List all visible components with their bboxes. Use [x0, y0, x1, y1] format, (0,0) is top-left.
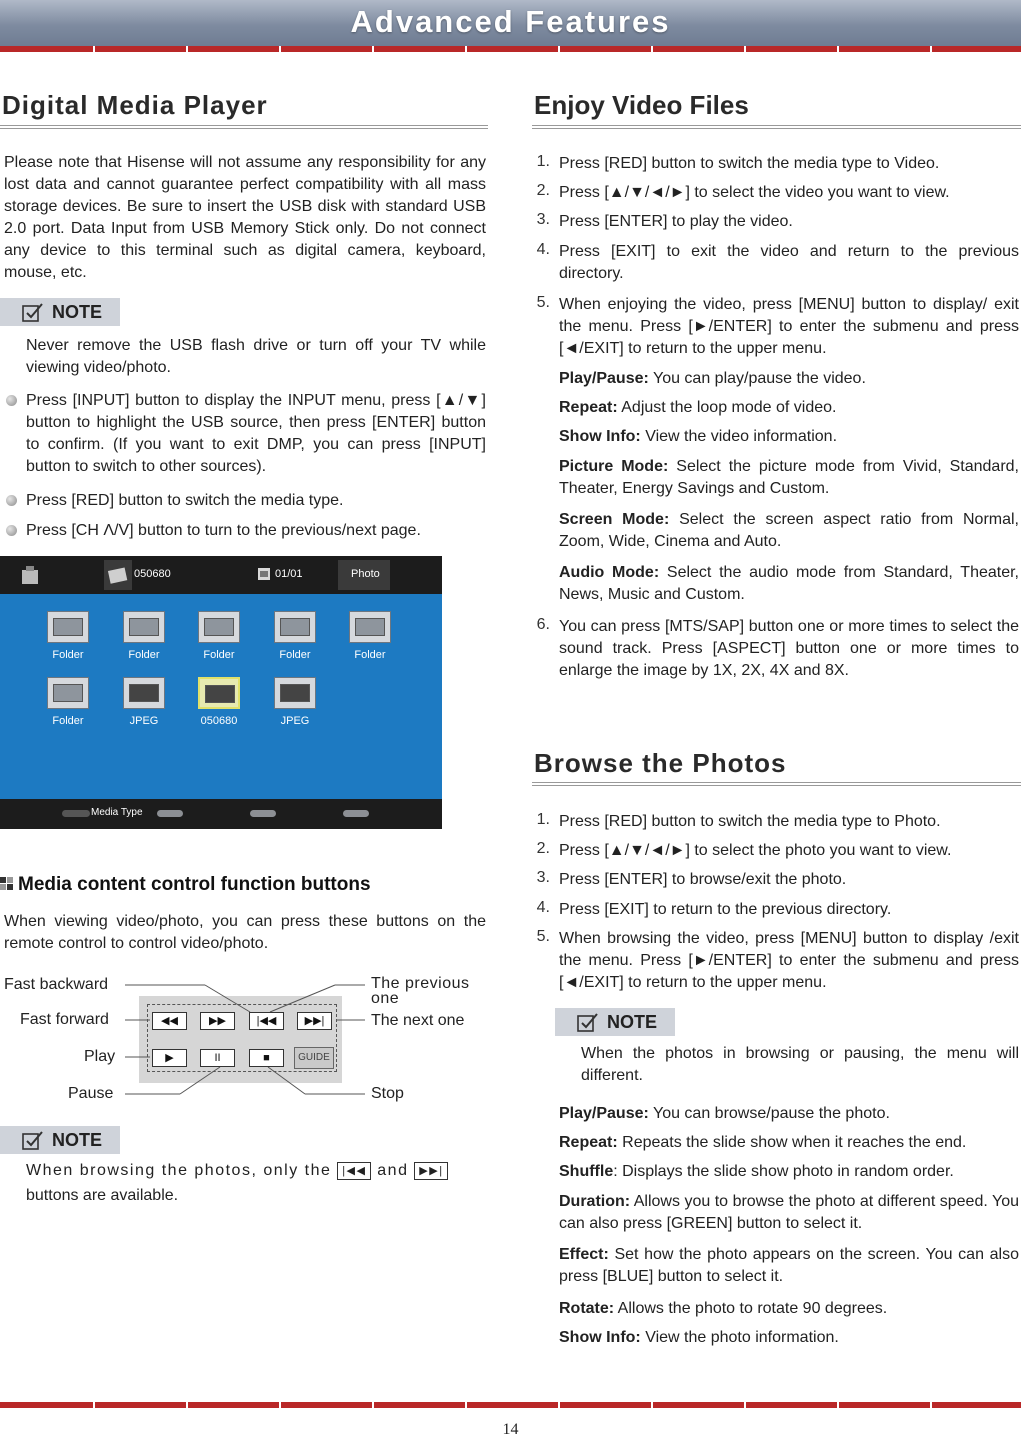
- list-number: 4.: [536, 899, 550, 916]
- photo-option: Rotate: Allows the photo to rotate 90 degrees.: [559, 1300, 888, 1317]
- list-number: 5.: [536, 294, 550, 311]
- video-step: Press [▲/▼/◄/►] to select the video you want to view.: [559, 184, 950, 201]
- list-number: 5.: [536, 928, 550, 945]
- thumb-label: Folder: [128, 649, 160, 661]
- video-step: You can press [MTS/SAP] button one or more times to select the sound track. Press [ASPECT] button one or more times to enlarge the image by 1X, 2X, 4X and 8X.: [559, 618, 1019, 679]
- page-number: 14: [502, 1421, 519, 1438]
- play-button[interactable]: ▶: [152, 1049, 187, 1067]
- video-option: Screen Mode: Select the screen aspect ratio from Normal, Zoom, Wide, Cinema and Auto.: [559, 511, 1020, 550]
- note-label: NOTE: [52, 1130, 103, 1150]
- note1-text: Never remove the USB flash drive or turn off your TV while viewing video/photo.: [26, 337, 486, 376]
- thumb-label: Folder: [203, 649, 235, 661]
- photo-step: Press [RED] button to switch the media type to Photo.: [559, 813, 941, 830]
- video-heading-rule: [532, 125, 1021, 129]
- folder-thumb[interactable]: [198, 611, 240, 643]
- green-key-pill: [157, 810, 183, 817]
- folder-thumb[interactable]: [47, 677, 89, 709]
- photo-step: Press [ENTER] to browse/exit the photo.: [559, 871, 847, 888]
- video-heading: Enjoy Video Files: [534, 90, 749, 120]
- folder-thumb[interactable]: [349, 611, 391, 643]
- page-icon: [257, 567, 271, 581]
- list-number: 1.: [536, 811, 550, 828]
- photo-option: Show Info: View the photo information.: [559, 1329, 839, 1346]
- guide-button[interactable]: GUIDE: [294, 1047, 334, 1069]
- photo-option: Shuffle: Displays the slide show photo in random order.: [559, 1163, 954, 1180]
- usb-icon: [20, 564, 44, 586]
- label-fast-forward: Fast forward: [20, 1011, 109, 1028]
- video-option: Picture Mode: Select the picture mode from Vivid, Standard, Theater, Energy Savings and Custom.: [559, 458, 1020, 497]
- photo-option: Repeat: Repeats the slide show when it reaches the end.: [559, 1134, 967, 1151]
- bullet-item: Press [INPUT] button to display the INPUT menu, press [▲/▼] button to highlight the USB source, then press [ENTER] button to confirm. (If you want to exit DMP, you can press [INPUT] button to switch to other sources).: [26, 392, 486, 475]
- thumb-label: JPEG: [129, 715, 159, 727]
- blue-key-pill: [343, 810, 369, 817]
- thumb-label: Folder: [52, 649, 84, 661]
- note-badge-1: [0, 298, 120, 326]
- photo-step: Press [▲/▼/◄/►] to select the photo you want to view.: [559, 842, 952, 859]
- mccf-text: When viewing video/photo, you can press these buttons on the remote control to control video/photo.: [4, 913, 486, 952]
- page-title: Advanced Features: [350, 4, 671, 39]
- video-step: Press [EXIT] to exit the video and return to the previous directory.: [559, 243, 1019, 282]
- label-previous: The previous one: [371, 975, 470, 1007]
- label-next: The next one: [371, 1012, 465, 1029]
- photos-note-text: When the photos in browsing or pausing, the menu will different.: [581, 1045, 1019, 1084]
- previous-icon: |◀◀: [337, 1162, 371, 1180]
- rewind-button[interactable]: ◀◀: [152, 1012, 187, 1030]
- note-badge-2: [0, 1126, 120, 1154]
- thumb-label: 050680: [200, 715, 238, 727]
- note-icon: [22, 302, 44, 322]
- screen-page: 01/01: [275, 568, 303, 580]
- list-number: 3.: [536, 211, 550, 228]
- screen-title: 050680: [134, 568, 171, 580]
- screen-mode: Photo: [351, 568, 380, 580]
- photo-option: Duration: Allows you to browse the photo at different speed. You can also press [GREEN] button to select it.: [559, 1193, 1019, 1232]
- photo-option: Effect: Set how the photo appears on the screen. You can also press [BLUE] button to select it.: [559, 1246, 1019, 1285]
- photo-step: Press [EXIT] to return to the previous directory.: [559, 901, 892, 918]
- next-button[interactable]: ▶▶|: [297, 1012, 332, 1030]
- section-marker-icon: [0, 877, 14, 891]
- jpeg-thumb-selected[interactable]: [198, 677, 240, 709]
- photo-option: Play/Pause: You can browse/pause the photo.: [559, 1105, 890, 1122]
- media-player-screen: [0, 556, 442, 829]
- folder-thumb[interactable]: [47, 611, 89, 643]
- photo-step: When browsing the video, press [MENU] button to display /exit the menu. Press [►/ENTER] to enter the submenu and press [◄/EXIT] to return to the upper menu.: [559, 930, 1019, 991]
- note-label: NOTE: [607, 1012, 658, 1032]
- yellow-key-pill: [250, 810, 276, 817]
- bullet-item: Press [RED] button to switch the media type.: [26, 492, 344, 509]
- thumb-label: Folder: [354, 649, 386, 661]
- bullet-dot: [6, 395, 17, 406]
- list-number: 6.: [536, 616, 550, 633]
- label-pause: Pause: [68, 1085, 114, 1102]
- list-number: 4.: [536, 241, 550, 258]
- note2-text-c: buttons are available.: [26, 1187, 179, 1204]
- dmp-intro: Please note that Hisense will not assume any responsibility for any lost data and cannot guarantee perfect compatibility with all mass storage devices. Be sure to insert the USB disk with standard USB 2.0 port. Data Input from USB Memory Stick only. Do not connect any device to this terminal such as digital camera, keyboard, mouse, etc.: [4, 154, 486, 281]
- header-red-strip: [0, 46, 1021, 52]
- bullet-item: Press [CH Λ/V] button to turn to the previous/next page.: [26, 522, 421, 539]
- video-option: Repeat: Adjust the loop mode of video.: [559, 399, 837, 416]
- note-icon: [577, 1012, 599, 1032]
- dmp-heading: Digital Media Player: [2, 90, 268, 120]
- footer-red-strip: [0, 1402, 1021, 1408]
- thumb-label: JPEG: [280, 715, 310, 727]
- label-stop: Stop: [371, 1085, 404, 1102]
- label-play: Play: [84, 1048, 116, 1065]
- thumb-label: Folder: [279, 649, 311, 661]
- video-option: Play/Pause: You can play/pause the video.: [559, 370, 866, 387]
- pause-button[interactable]: II: [200, 1049, 235, 1067]
- next-icon: ▶▶|: [414, 1162, 448, 1180]
- note2-line: [26, 1160, 488, 1182]
- photos-heading: Browse the Photos: [534, 748, 787, 778]
- video-option: Audio Mode: Select the audio mode from Standard, Theater, News, Music and Custom.: [559, 564, 1020, 603]
- note-badge-3: [555, 1008, 675, 1036]
- note2-text-a: When browsing the photos, only the: [26, 1162, 332, 1179]
- thumb-label: Folder: [52, 715, 84, 727]
- dmp-heading-rule: [0, 125, 488, 129]
- photos-heading-rule: [532, 782, 1021, 786]
- photo-tab-icon: [104, 560, 132, 590]
- mccf-heading: Media content control function buttons: [18, 874, 371, 895]
- video-step: Press [ENTER] to play the video.: [559, 213, 793, 230]
- list-number: 2.: [536, 182, 550, 199]
- jpeg-thumb[interactable]: [274, 677, 316, 709]
- list-number: 3.: [536, 869, 550, 886]
- media-type-label: Media Type: [91, 807, 143, 818]
- bullet-dot: [6, 495, 17, 506]
- fast-forward-button[interactable]: ▶▶: [200, 1012, 235, 1030]
- list-number: 1.: [536, 153, 550, 170]
- video-option: Show Info: View the video information.: [559, 428, 838, 445]
- previous-button[interactable]: |◀◀: [249, 1012, 284, 1030]
- note-icon: [22, 1130, 44, 1150]
- jpeg-thumb[interactable]: [123, 677, 165, 709]
- video-step: Press [RED] button to switch the media type to Video.: [559, 155, 940, 172]
- folder-thumb[interactable]: [123, 611, 165, 643]
- list-number: 2.: [536, 840, 550, 857]
- note-label: NOTE: [52, 302, 103, 322]
- bullet-dot: [6, 525, 17, 536]
- label-fast-backward: Fast backward: [4, 976, 109, 993]
- red-key-pill: [62, 810, 90, 817]
- note2-text-b: and: [377, 1162, 409, 1179]
- stop-button[interactable]: ■: [249, 1049, 284, 1067]
- folder-thumb[interactable]: [274, 611, 316, 643]
- video-step: When enjoying the video, press [MENU] button to display/ exit the menu. Press [►/ENTER] to enter the submenu and press [◄/EXIT] to return to the upper menu.: [559, 296, 1019, 357]
